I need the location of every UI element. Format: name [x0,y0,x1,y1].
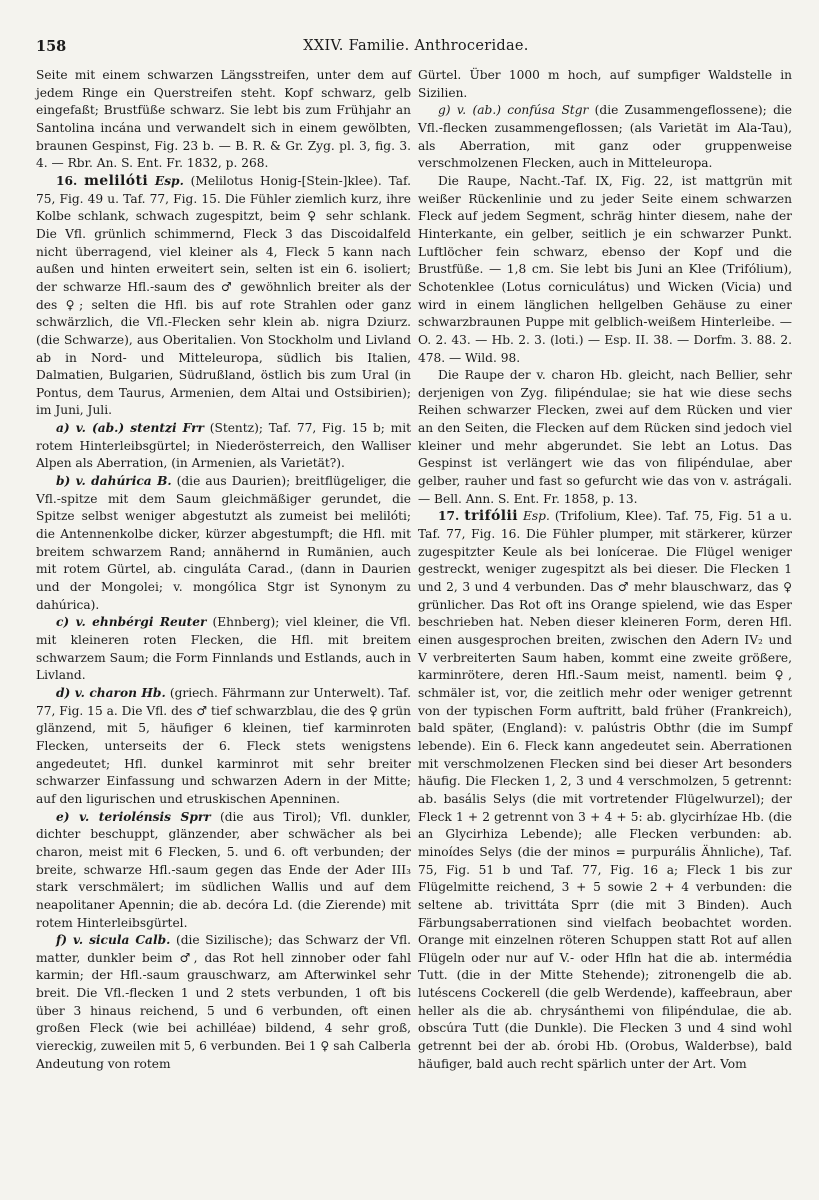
paragraph: Die Raupe, Nacht.-Taf. IX, Fig. 22, ist mattgrün mit weißer Rückenlinie und zu jeder Seite einem schwarzen Fleck auf jedem Segment, schräg hinter diesem, nahe der Hinterkante, ein gelber, seitlich je ein schwarzer Punkt. Luftlöcher fein schwarz, ebenso der Kopf und die Brustfüße. — 1,8 cm. Sie lebt bis Juni an Klee (Trifólium), Schotenklee (Lotus corniculátus) und Wicken (Vicia) und wird in einem länglichen hellgelben Gehäuse zu einer schwarzbraunen Puppe mit gelblich-weißem Hinterleibe. — O. 2. 43. — Hb. 2. 3. (loti.) — Esp. II. 38. — Dorfm. 3. 88. 2. 478. — Wild. 98. [418,173,792,365]
variety-entry: b) v. dahúrica B. (die aus Daurien); breitflügeliger, die Vfl.-spitze mit dem Saum gleichmäßiger gerundet, die Spitze selbst weniger abgestutzt als zumeist bei melilóti; die Antennenkolbe dicker, kürzer abgestumpft; die Hfl. mit breitem schwarzem Rand; annähernd in Rumänien, auch mit rotem Gürtel, ab. cinguláta Carad., (dann in Daurien und der Mongolei; v. mongólica Stgr ist Synonym zu dahúrica). [36,474,411,612]
species-name: trifólii [464,508,518,525]
page-header [36,38,796,60]
species-entry-melilóti: 16. melilóti Esp. (Melilotus Honig-[Stein-]klee). Taf. 75, Fig. 49 u. Taf. 77, Fig. 15. Die Fühler ziemlich kurz, ihre Kolbe schlank, schwach zugespitzt, beim ♀ sehr schlank. Die Vfl. grünlich schimmernd, Fleck 3 das Discoidalfeld nicht überragend, viel kleiner als 4, Fleck 5 kann nach außen und hinten erweitert sein, selten ist ein 6. isoliert; der schwarze Hfl.-saum des ♂ gewöhnlich breiter als der des ♀; selten die Hfl. bis auf rote Strahlen oder ganz schwärzlich, die Vfl.-Flecken sehr klein ab. nigra Dziurz. (die Schwarze), aus Oberitalien. Von Stockholm und Livland ab in Nord- und Mitteleuropa, südlich bis Italien, Dalmatien, Bulgarien, Südrußland, östlich bis zum Ural (in Pontus, dem Taurus, Armenien, dem Altai und Ostsibirien); im Juni, Juli. [36,172,412,418]
running-head: XXIV. Familie. Anthroceridae. [303,38,529,54]
paragraph: Die Raupe der v. charon Hb. gleicht, nach Bellier, sehr derjenigen von Zyg. filipéndulae; sie hat wie diese sechs Reihen schwarzer Flecken, zwei auf dem Rücken und vier an den Seiten, die Flecken auf dem Rücken sind jedoch viel kleiner und mehr abgerundet. Sie lebt an Lotus. Das Gespinst ist verlängert wie das von filipéndulae, aber gelber, rauher und fast so gefurcht wie das von v. astrágali. — Bell. Ann. S. Ent. Fr. 1858, p. 13. [418,368,792,506]
variety-entry: c) v. ehnbérgi Reuter (Ehnberg); viel kleiner, die Vfl. mit kleineren roten Flecken, die Hfl. mit breitem schwarzem Saum; die Form Finnlands und Estlands, auch in Livland. [36,615,411,683]
paragraph: Seite mit einem schwarzen Längsstreifen, unter dem auf jedem Ringe ein Querstreifen steht. Kopf schwarz, gelb eingefaßt; Brustfüße schwarz. Sie lebt bis zum Frühjahr an Santolina incána und verwandelt sich in einem gewölbten, braunen Gespinst, Fig. 23 b. — B. R. & Gr. Zyg. pl. 3, fig. 3. 4. — Rbr. An. S. Ent. Fr. 1832, p. 268. [36,68,411,171]
paragraph: Gürtel. Über 1000 m hoch, auf sumpfiger Waldstelle in Sizilien. [418,68,792,100]
left-column [36,67,411,1073]
variety-entry: a) v. (ab.) stentzi Frr (Stentz); Taf. 77, Fig. 15 b; mit rotem Hinterleibsgürtel; in Niederösterreich, den Walliser Alpen als Aberration, (in Armenien, als Varietät?). [36,421,411,471]
species-entry-trifólii: 17. trifólii Esp. (Trifolium, Klee). Taf. 75, Fig. 51 a u. Taf. 77, Fig. 16. Die Fühler plumper, mit stärkerer, kürzer zugespitzter Keule als bei lonícerae. Die Flügel weniger gestreckt, weniger zugespitzt als bei dieser. Die Flecken 1 und 2, 3 und 4 verbunden. Das ♂ mehr blauschwarz, das ♀ grünlicher. Das Rot oft ins Orange spielend, wie das Esper beschrieben hat. Neben dieser kleineren Form, deren Hfl. einen ausgesprochen breiten, zwischen den Adern IV₂ und V verbreiterten Saum haben, kommt eine zweite größere, karminrötere, deren Hfl.-Saum meist, namentl. beim ♀, schmäler ist, vor, die zeitlich mehr oder weniger getrennt von der typischen Form auftritt, bald früher (Frankreich), bald später, (England): v. palústris Obthr (die im Sumpf lebende). Ein 6. Fleck kann angedeutet sein. Aberrationen mit verschmolzenen Flecken sind bei dieser Art besonders häufig. Die Flecken 1, 2, 3 und 4 verschmolzen, 5 getrennt: ab. basális Selys (die mit vortretender Flügelwurzel); der Fleck 1 + 2 getrennt von 3 + 4 + 5: ab. glycirhízae Hb. (die an Glycirhiza Lebende); alle Flecken verbunden: ab. minoídes Selys (die der minos = purpurális Ähnliche), Taf. 75, Fig. 51 b und Taf. 77, Fig. 16 a; Fleck 1 bis zur Flügelmitte reichend, 3 + 5 sowie 2 + 4 verbunden: die seltene ab. trivittáta Sprr (die mit 3 Binden). Auch Färbungsaberrationen sind vielfach beobachtet worden. Orange mit einzelnen röteren Schuppen statt Rot auf allen Flügeln oder nur auf V.- oder Hfln hat die ab. intermédia Tutt. (die in der Mitte Stehende); zitronengelb die ab. lutéscens Cockerell (die gelb Werdende), kaffeebraun, aber heller als die ab. chrysánthemi von filipéndulae, die ab. obscúra Tutt (die Dunkle). Die Flecken 3 und 4 sind wohl getrennt bei der ab. órobi Hb. (Orobus, Walderbse), bald häufiger, bald auch recht spärlich unter der Art. Vom [418,508,793,1071]
variety-entry: g) v. (ab.) confúsa Stgr (die Zusammengeflossene); die Vfl.-flecken zusammengeflossen; (als Varietät im Ala-Tau), als Aberration, mit ganz oder gruppenweise verschmolzenen Flecken, auch in Mitteleuropa. [418,103,792,171]
page-number: 158 [36,38,67,55]
variety-entry: f) v. sicula Calb. (die Sizilische); das Schwarz der Vfl. matter, dunkler beim ♂, das Rot hell zinnober oder fahl karmin; der Hfl.-saum grauschwarz, am Afterwinkel sehr breit. Die Vfl.-flecken 1 und 2 stets verbunden, 1 oft bis über 3 hinaus reichend, 5 und 6 verbunden, oft einen großen Fleck (wie bei achilléae) bildend, 4 sehr groß, viereckig, zuweilen mit 5, 6 verbunden. Bei 1 ♀ sah Calberla Andeutung von rotem [36,933,411,1071]
right-column [418,67,792,1073]
variety-entry: e) v. teriolénsis Sprr (die aus Tirol); Vfl. dunkler, dichter beschuppt, glänzender, aber schwächer als bei charon, meist mit 6 Flecken, 5. und 6. oft verbunden; der breite, schwarze Hfl.-saum gegen das Ende der Ader III₃ stark verschmälert; im südlichen Wallis und auf dem neapolitaner Apennin; die ab. decóra Ld. (die Zierende) mit rotem Hinterleibsgürtel. [36,809,411,930]
species-name: melilóti [84,172,149,189]
variety-entry: d) v. charon Hb. (griech. Fährmann zur Unterwelt). Taf. 77, Fig. 15 a. Die Vfl. des ♂ tief schwarzblau, die des ♀ grün glänzend, mit 5, häufiger 6 kleinen, tief karminroten Flecken, unterseits der 6. Fleck stets wenigstens angedeutet; Hfl. dunkel karminrot mit sehr breiter schwarzer Einfassung und schwarzen Adern in der Mitte; auf den ligurischen und etruskischen Apenninen. [36,685,412,806]
